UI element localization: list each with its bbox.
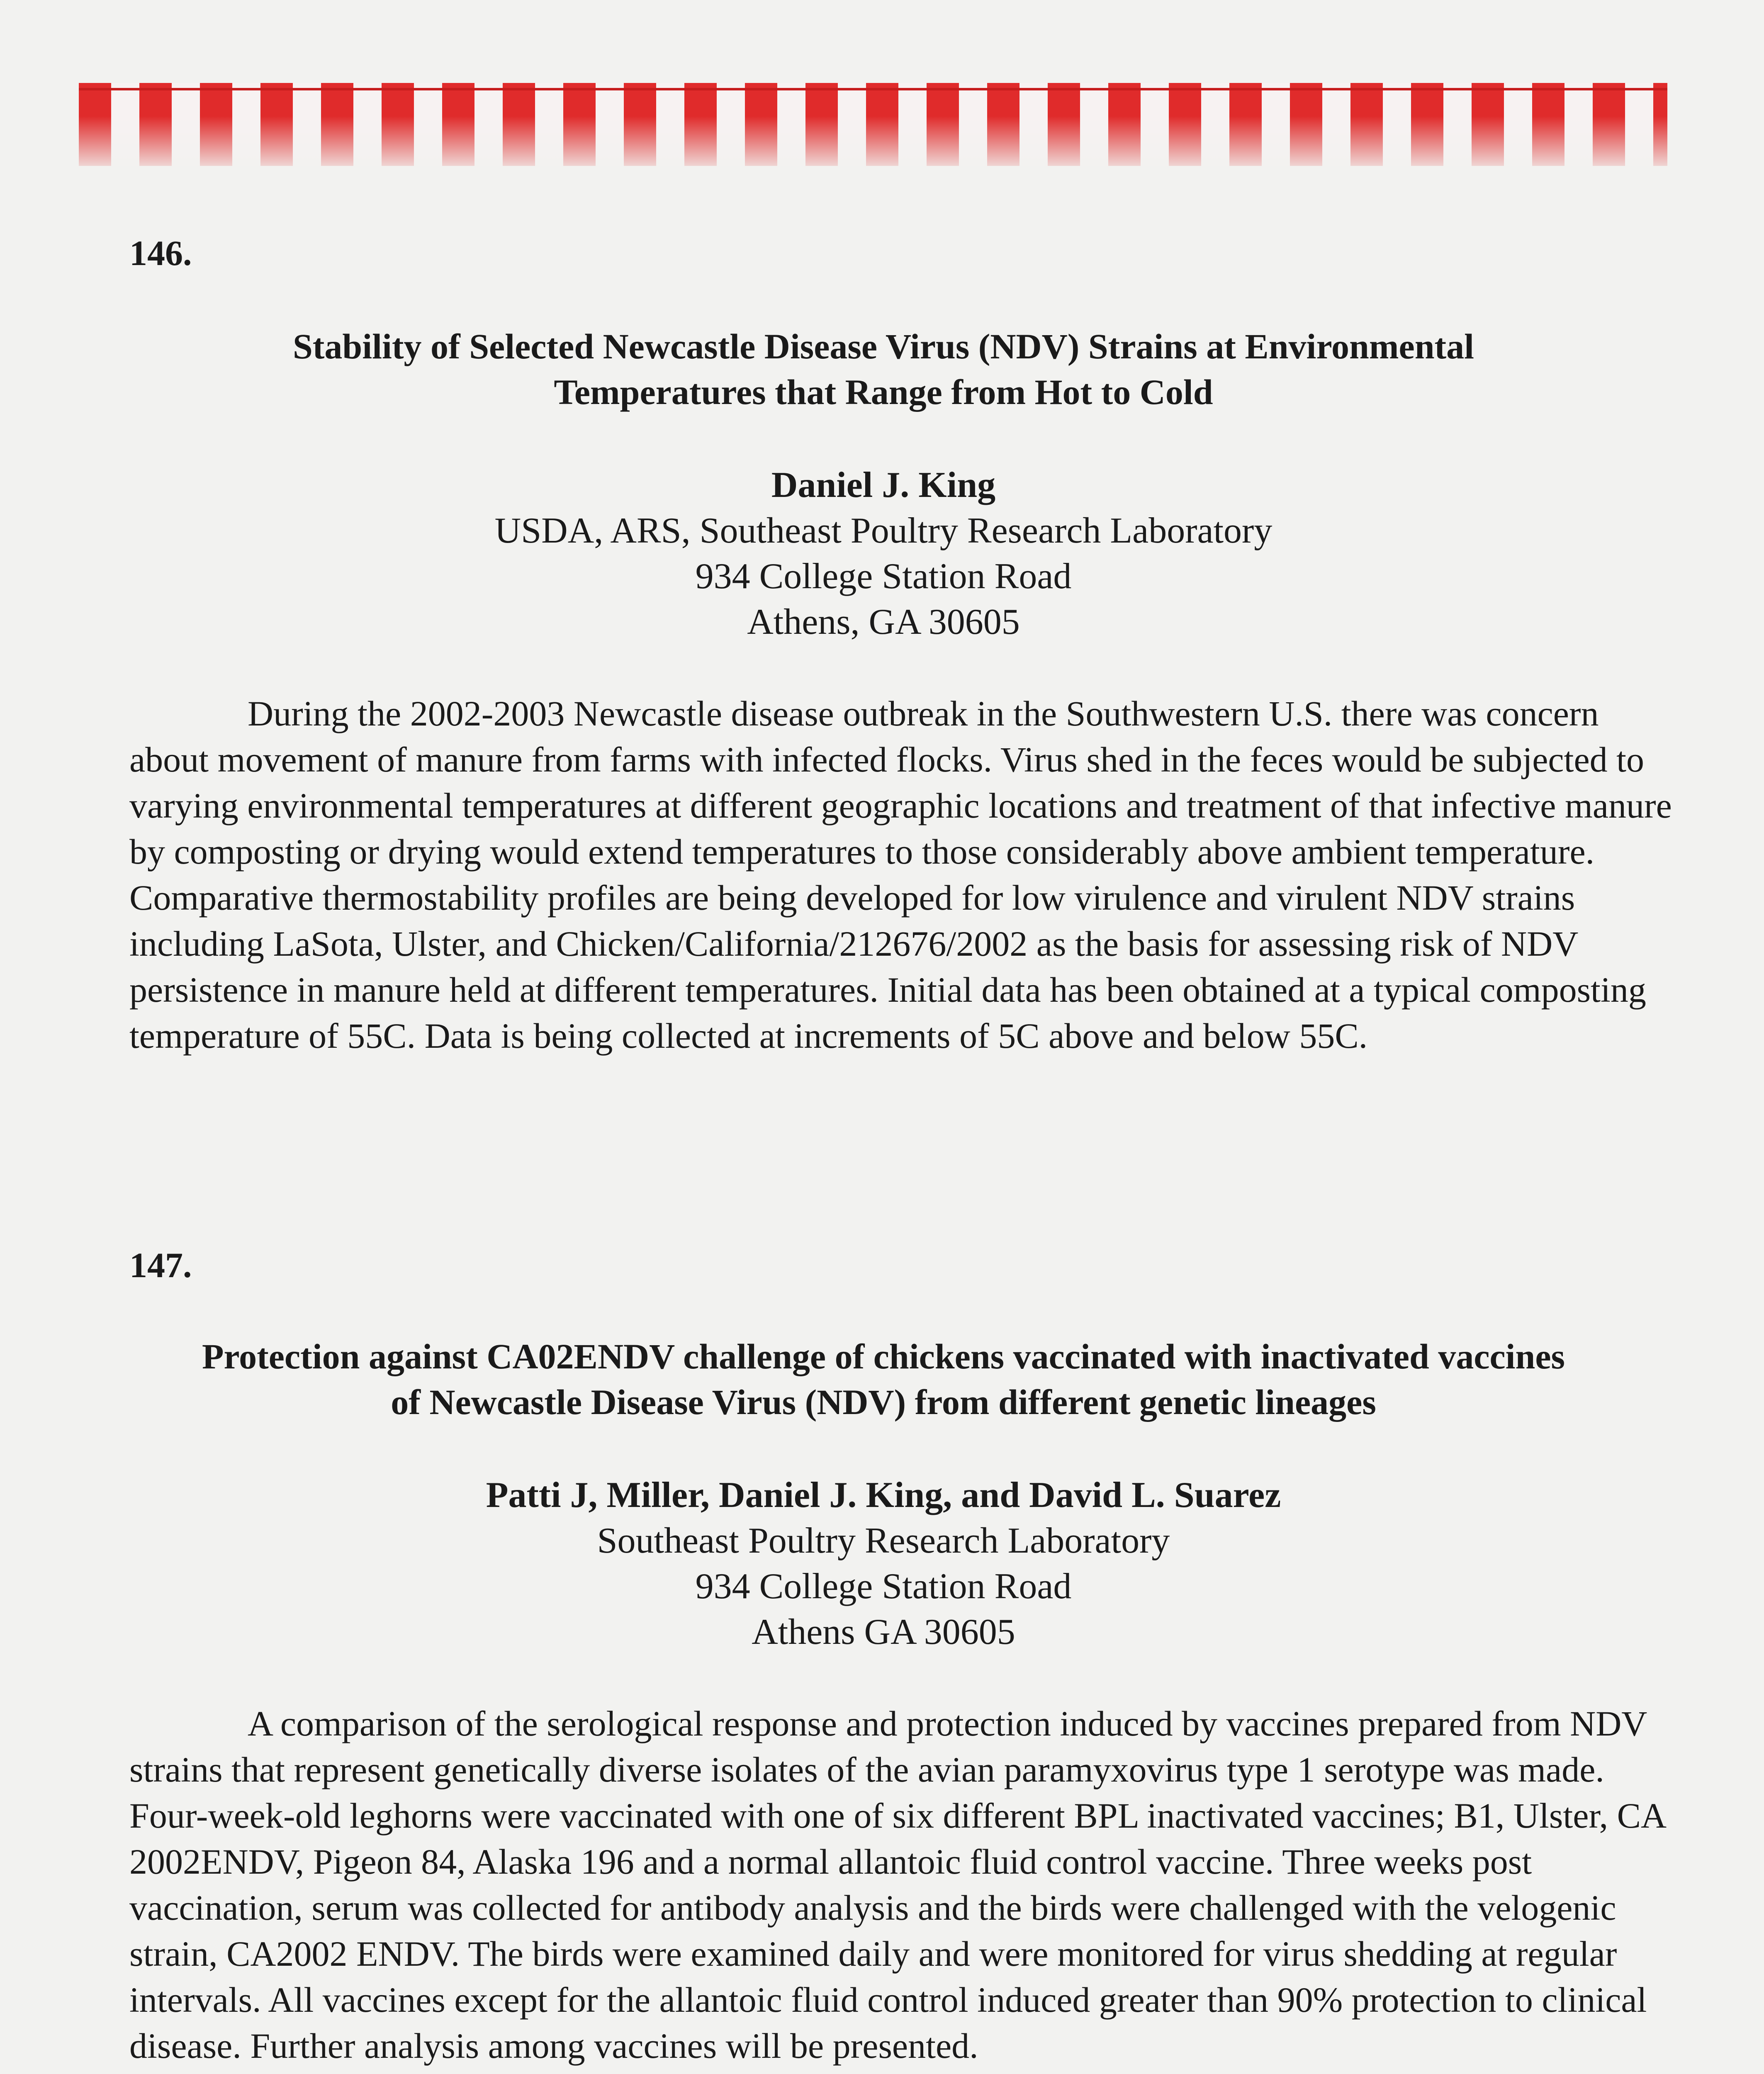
abstract-146-address-line2: 934 College Station Road bbox=[695, 556, 1072, 596]
abstract-146-address-line1: USDA, ARS, Southeast Poultry Research Laboratory bbox=[494, 511, 1273, 551]
abstract-146-number: 146. bbox=[129, 233, 192, 273]
decorative-striped-banner bbox=[79, 83, 1667, 166]
abstract-146-title bbox=[124, 324, 1642, 415]
abstract-146-authors: Daniel J. King bbox=[771, 465, 996, 505]
abstract-147-authors: Patti J, Miller, Daniel J. King, and David L. Suarez bbox=[486, 1475, 1281, 1515]
abstract-147-title-line2: of Newcastle Disease Virus (NDV) from different genetic lineages bbox=[391, 1382, 1376, 1422]
abstract-147-number: 147. bbox=[129, 1245, 192, 1285]
banner-rule bbox=[79, 88, 1667, 90]
abstract-147-body: A comparison of the serological response and protection induced by vaccines prepared from NDV strains that represent genetically diverse isolates of the avian paramyxovirus type 1 serotype was made. Four-week-old leghorns were vaccinated with one of six different BPL inactivated vaccines; B1, Ulster, CA 2002ENDV, Pigeon 84, Alaska 196 and a normal allantoic fluid control vaccine. Three weeks post vaccination, serum was collected for antibody analysis and the birds were challenged with the velogenic strain, CA2002 ENDV. The birds were examined daily and were monitored for virus shedding at regular intervals. All vaccines except for the allantoic fluid control induced greater than 90% protection to clinical disease. Further analysis among vaccines will be presented. bbox=[129, 1704, 1665, 2066]
abstract-147-address-line2: 934 College Station Road bbox=[695, 1566, 1072, 1607]
abstract-146-address bbox=[124, 508, 1642, 645]
abstract-147-title bbox=[124, 1334, 1642, 1425]
abstract-147-address-line3: Athens GA 30605 bbox=[752, 1612, 1015, 1652]
abstract-147-address-line1: Southeast Poultry Research Laboratory bbox=[597, 1521, 1170, 1561]
abstract-147-address bbox=[124, 1518, 1642, 1655]
abstract-146-body: During the 2002-2003 Newcastle disease outbreak in the Southwestern U.S. there was concern about movement of manure from farms with infected flocks. Virus shed in the feces would be subjected to varying environmental temperatures at different geographic locations and treatment of that infective manure by composting or drying would extend temperatures to those considerably above ambient temperature. Comparative thermostability profiles are being developed for low virulence and virulent NDV strains including LaSota, Ulster, and Chicken/California/212676/2002 as the basis for assessing risk of NDV persistence in manure held at different temperatures. Initial data has been obtained at a typical composting temperature of 55C. Data is being collected at increments of 5C above and below 55C. bbox=[129, 694, 1672, 1056]
abstract-146-title-line1: Stability of Selected Newcastle Disease Virus (NDV) Strains at Environmental bbox=[292, 326, 1474, 366]
abstract-146-address-line3: Athens, GA 30605 bbox=[747, 602, 1020, 642]
abstract-147-title-line1: Protection against CA02ENDV challenge of chickens vaccinated with inactivated vaccines bbox=[202, 1336, 1565, 1376]
abstract-146-title-line2: Temperatures that Range from Hot to Cold bbox=[554, 372, 1213, 412]
